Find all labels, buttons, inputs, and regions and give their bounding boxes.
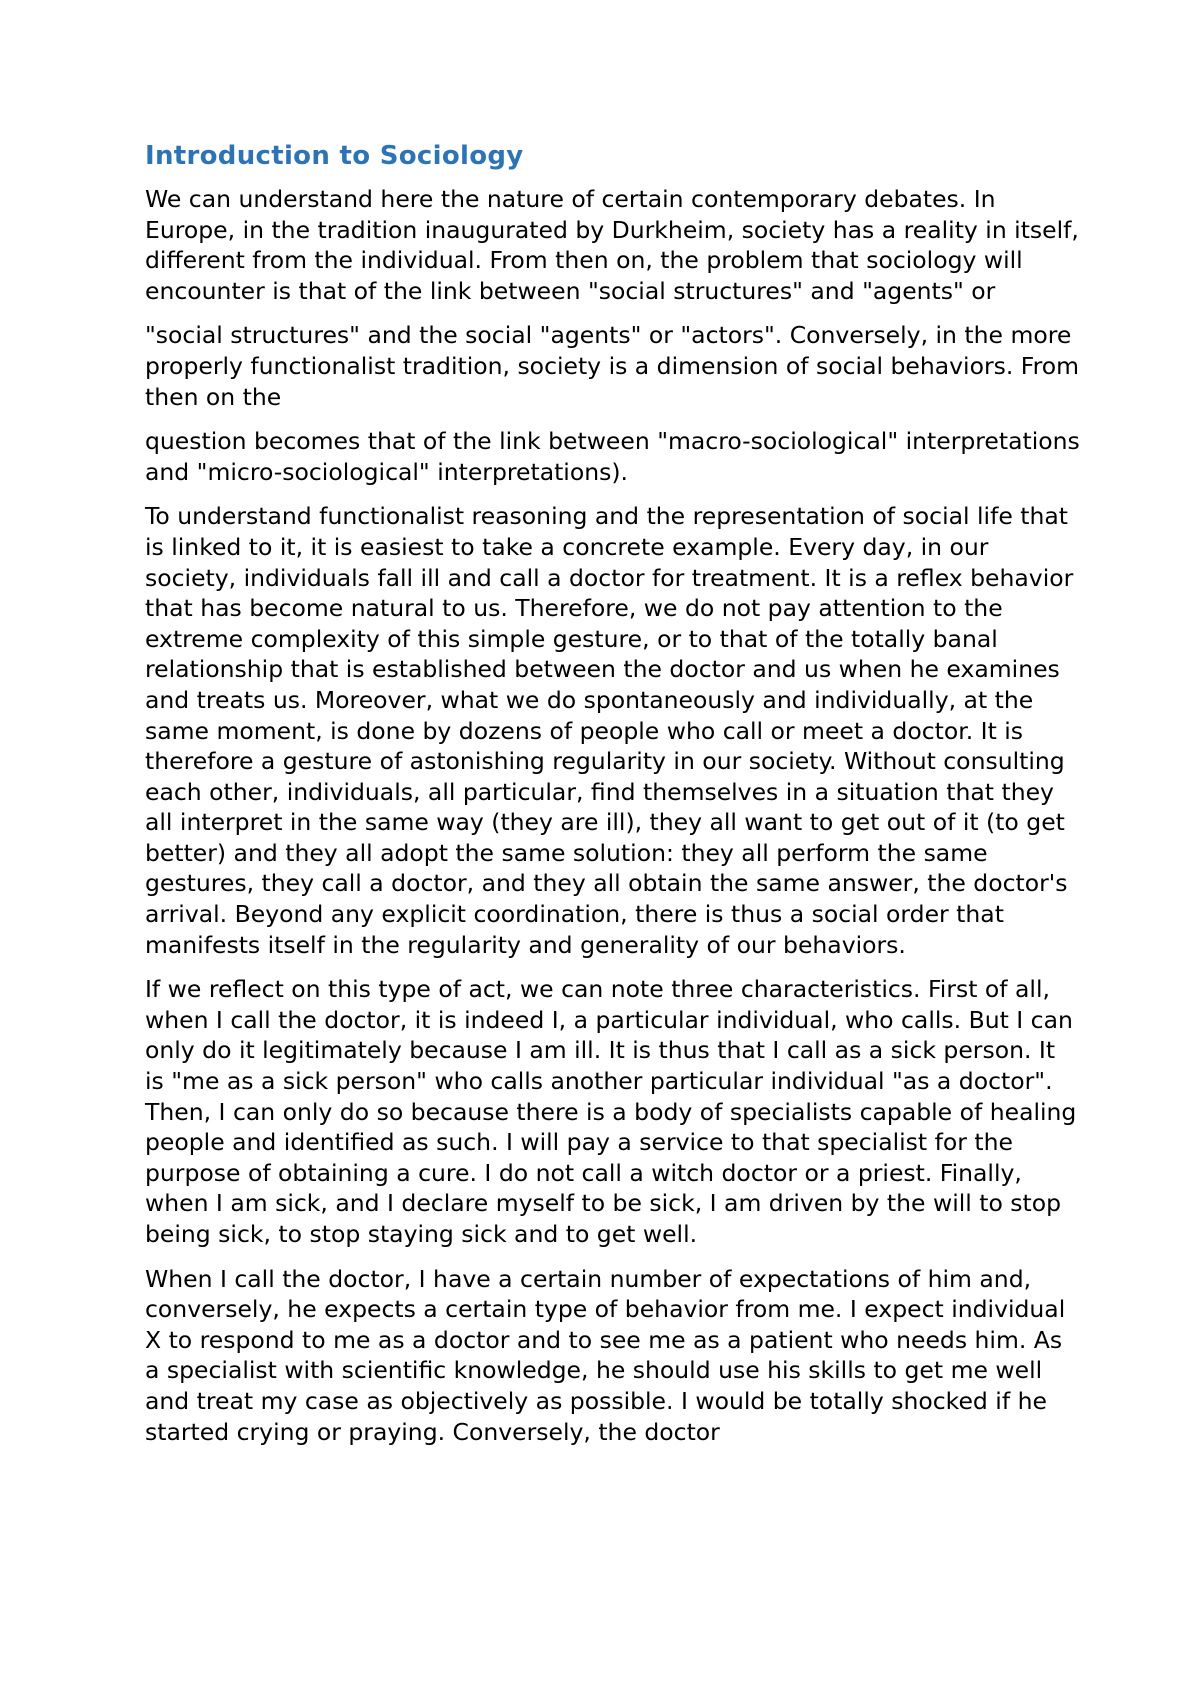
- paragraph-4: To understand functionalist reasoning and the representation of social life that is linked to it, it is easiest to take a concrete example. Every day, in our society, individuals fall ill and call a doctor for treatment. It is a reflex behavior that has become natural to us. Therefore, we do not pay attention to the extreme complexity of this simple gesture, or to that of the totally banal relationship that is established between the doctor and us when he examines and treats us. Moreover, what we do spontaneously and individually, at the same moment, is done by dozens of people who call or meet a doctor. It is therefore a gesture of astonishing regularity in our society. Without consulting each other, individuals, all particular, find themselves in a situation that they all interpret in the same way (they are ill), they all want to get out of it (to get better) and they all adopt the same solution: they all perform the same gestures, they call a doctor, and they all obtain the same answer, the doctor's arrival. Beyond any explicit coordination, there is thus a social order that manifests itself in the regularity and generality of our behaviors.: [145, 502, 1074, 959]
- paragraph-5: If we reflect on this type of act, we can note three characteristics. First of all, when I call the doctor, it is indeed I, a particular individual, who calls. But I can only do it legitimately because I am ill. It is thus that I call as a sick person. It is "me as a sick person" who calls another particular individual "as a doctor". Then, I can only do so because there is a body of specialists capable of healing people and identified as such. I will pay a service to that specialist for the purpose of obtaining a cure. I do not call a witch doctor or a priest. Finally, when I am sick, and I declare myself to be sick, I am driven by the will to stop being sick, to stop staying sick and to get well.: [145, 975, 1077, 1248]
- document-title: Introduction to Sociology: [145, 141, 524, 171]
- paragraph-1: We can understand here the nature of certain contemporary debates. In Europe, in the tradition inaugurated by Durkheim, society has a reality in itself, different from the individual. From then on, the problem that sociology will encounter is that of the link between "social structures" and "agents" or: [145, 185, 1079, 305]
- paragraph-2: "social structures" and the social "agents" or "actors". Conversely, in the more properly functionalist tradition, society is a dimension of social behaviors. From then on the: [145, 321, 1080, 411]
- paragraph-3: question becomes that of the link between "macro-sociological" interpretations and "micro-sociological" interpretations).: [145, 427, 1080, 486]
- paragraph-6: When I call the doctor, I have a certain number of expectations of him and, conversely, he expects a certain type of behavior from me. I expect individual X to respond to me as a doctor and to see me as a patient who needs him. As a specialist with scientific knowledge, he should use his skills to get me well and treat my case as objectively as possible. I would be totally shocked if he started crying or praying. Conversely, the doctor: [145, 1264, 1066, 1446]
- document-body: [145, 140, 1080, 1461]
